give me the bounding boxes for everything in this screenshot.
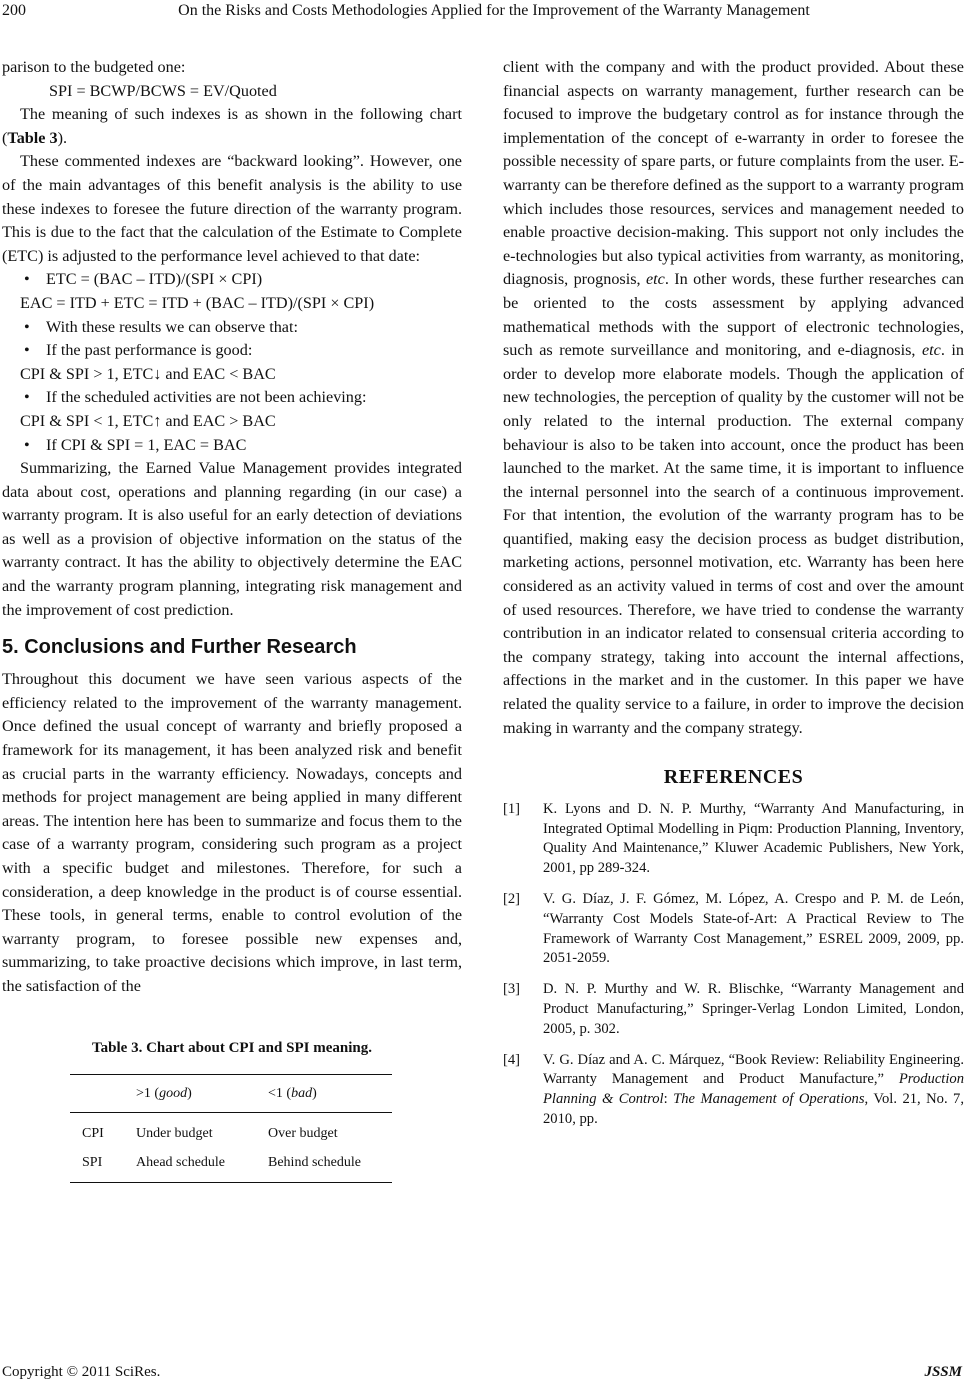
- condition-good: CPI & SPI > 1, ETC↓ and EAC < BAC: [20, 364, 276, 383]
- table-header-cell: >1 (good): [136, 1086, 192, 1102]
- paragraph-summary: Summarizing, the Earned Value Management provides integrated data about cost, operations and planning regarding (in our case) a warranty program. It is also useful for an early detection of deviations as well as a provision of objective information on the status of the warranty contract. It has the ability to objectively determine the EAC and the warranty program planning, integrating risk management and the improvement of cost prediction.: [2, 459, 462, 619]
- cpi-spi-table: [70, 1074, 392, 1183]
- etc-formula-item: • ETC = (BAC – ITD)/(SPI × CPI): [2, 268, 462, 292]
- table-3-link[interactable]: Table 3: [7, 128, 58, 147]
- reference-text: K. Lyons and D. N. P. Murthy, “Warranty And Manufacturing, in Integrated Optimal Modelling in Piqm: Production Planning, Inventory, Quality And Maintenance,” Kluwer Academic Publishers, New York, 2001, pp 289-324.: [543, 800, 964, 877]
- reference-text: V. G. Díaz, J. F. Gómez, M. López, A. Crespo and P. M. de León, “Warranty Cost Models State-of-Art: A Practical Review to The Framework of Warranty Cost Management,” ESREL 2009, 2009, pp. 2051-2059.: [543, 891, 964, 967]
- reference-item: [503, 890, 964, 969]
- paragraph-continuation: parison to the budgeted one:: [2, 58, 186, 76]
- not-achieving-item: • If the scheduled activities are not been achieving:: [2, 386, 462, 410]
- page-number: 200: [2, 2, 26, 19]
- reference-number: [2]: [503, 891, 521, 907]
- running-title: On the Risks and Costs Methodologies Applied for the Improvement of the Warranty Management: [178, 2, 810, 19]
- right-column: [503, 56, 964, 1141]
- reference-item: [503, 1051, 964, 1130]
- paragraph-backward-looking: These commented indexes are “backward looking”. However, one of the main advantages of this benefit analysis is the ability to use these indexes to foresee the future direction of the warranty program. This is due to the fact that the calculation of the Estimate to Complete (ETC) is adjusted to the performance level achieved to that date:: [2, 152, 462, 265]
- equal-item: • If CPI & SPI = 1, EAC = BAC: [2, 434, 462, 458]
- copyright-notice: Copyright © 2011 SciRes.: [2, 1364, 161, 1380]
- paragraph-conclusions: Throughout this document we have seen various aspects of the efficiency related to the improvement of the warranty management. Once defined the usual concept of warranty and briefly proposed a framework for its management, it has been analyzed risk and benefit as crucial parts in the warranty efficiency. Nowadays, concepts and methods for project management are being applied in many different areas. The intention here has been to summarize and focus them to the case of a warranty program, considering such program as a project with a specific budget and milestones. Therefore, for such a consideration, a deep knowledge in the product is of course essential. These tools, in general terms, enable to control evolution of the warranty program, to foresee possible new expenses and, summarizing, to take proactive decisions which improve, in last term, the satisfaction of the: [2, 670, 462, 995]
- table-header-cell: [70, 1075, 136, 1113]
- reference-item: [503, 800, 964, 879]
- reference-number: [1]: [503, 800, 521, 817]
- spi-formula: SPI = BCWP/BCWS = EV/Quoted: [49, 81, 277, 100]
- table-cell: Ahead schedule: [136, 1155, 226, 1171]
- journal-name: JSSM: [924, 1364, 962, 1380]
- table-header-row: [70, 1075, 392, 1113]
- table-row: [70, 1148, 392, 1183]
- page-header: [0, 0, 966, 22]
- table-cell: Behind schedule: [268, 1155, 361, 1171]
- table-cell: CPI: [82, 1126, 104, 1142]
- references-heading: REFERENCES: [663, 766, 804, 789]
- formula-list-1: [2, 268, 462, 292]
- formula-list-3: [2, 386, 462, 410]
- reference-item: [503, 980, 964, 1039]
- left-column: [2, 56, 462, 1183]
- reference-number: [3]: [503, 981, 521, 998]
- page-footer: [0, 1360, 966, 1382]
- table-cell: Over budget: [268, 1126, 338, 1142]
- paragraph-further-research: client with the company and with the product provided. About these financial aspects on warranty management, further research can be focused to improve the budgetary control as for instance through the implementation of the concept of e-warranty in order to foresee the possible necessity of spare parts, or future complaints from the user. E-warranty can be therefore defined as the support to a warranty program which includes those resources, services and management needed to enable proactive decision-making. This support not only includes the e-technologies but also typical activities from warranty, as monitoring, diagnosis, prognosis, etc. In other words, these further researches can be oriented to the costs assessment by applying advanced mathematical methods with the support of electronic technologies, such as remote surveillance and monitoring, and e-diagnosis, etc. in order to develop more elaborate models. Though the application of new technologies, the perception of quality by the customer will not be only related to the internal production. The external company behaviour is also to be taken into account, once the product has been launched to the market. At the same time, it is important to influence the internal personnel into the search of a continuous improvement. For that intention, the evolution of the warranty program has to be quantified, making easy the decision process as budget distribution, marketing actions, personnel motivation, etc. Warranty has been here considered as an activity valued in terms of cost and over the amount of used resources. Therefore, we have tried to condense the warranty contribution in an indicator related to consensual criteria according to the company strategy, taking into account the internal affections, affections in the market and in the customer. In this paper we have related the quality service to a failure, in order to improve the decision making in warranty and the company strategy.: [503, 58, 965, 737]
- reference-text: D. N. P. Murthy and W. R. Blischke, “Warranty Management and Product Manufacturing,” Springer-Verlag London Limited, London, 2005, p. 302.: [543, 981, 964, 1037]
- formula-list-4: [2, 434, 462, 458]
- table-row: [70, 1113, 392, 1149]
- table-caption: Table 3. Chart about CPI and SPI meaning.: [92, 1039, 372, 1056]
- reference-text: V. G. Díaz and A. C. Márquez, “Book Review: Reliability Engineering. Warranty Management and Product Manufacture,” Production Planning & Control: The Management of Operations, Vol. 21, No. 7, 2010, pp.: [543, 1051, 964, 1127]
- formula-list-2: [2, 316, 462, 363]
- condition-bad: CPI & SPI < 1, ETC↑ and EAC > BAC: [20, 411, 276, 430]
- eac-formula: EAC = ITD + ETC = ITD + (BAC – ITD)/(SPI × CPI): [20, 293, 375, 312]
- table-cell: Under budget: [136, 1126, 213, 1142]
- table-cell: SPI: [82, 1155, 103, 1171]
- section-heading: 5. Conclusions and Further Research: [2, 636, 357, 659]
- paragraph-table-reference: The meaning of such indexes is as shown in the following chart (Table 3).: [2, 105, 462, 147]
- reference-number: [4]: [503, 1051, 521, 1068]
- good-performance-item: • If the past performance is good:: [2, 339, 462, 363]
- table-header-cell: <1 (bad): [268, 1086, 317, 1102]
- observation-item: • With these results we can observe that:: [2, 316, 462, 340]
